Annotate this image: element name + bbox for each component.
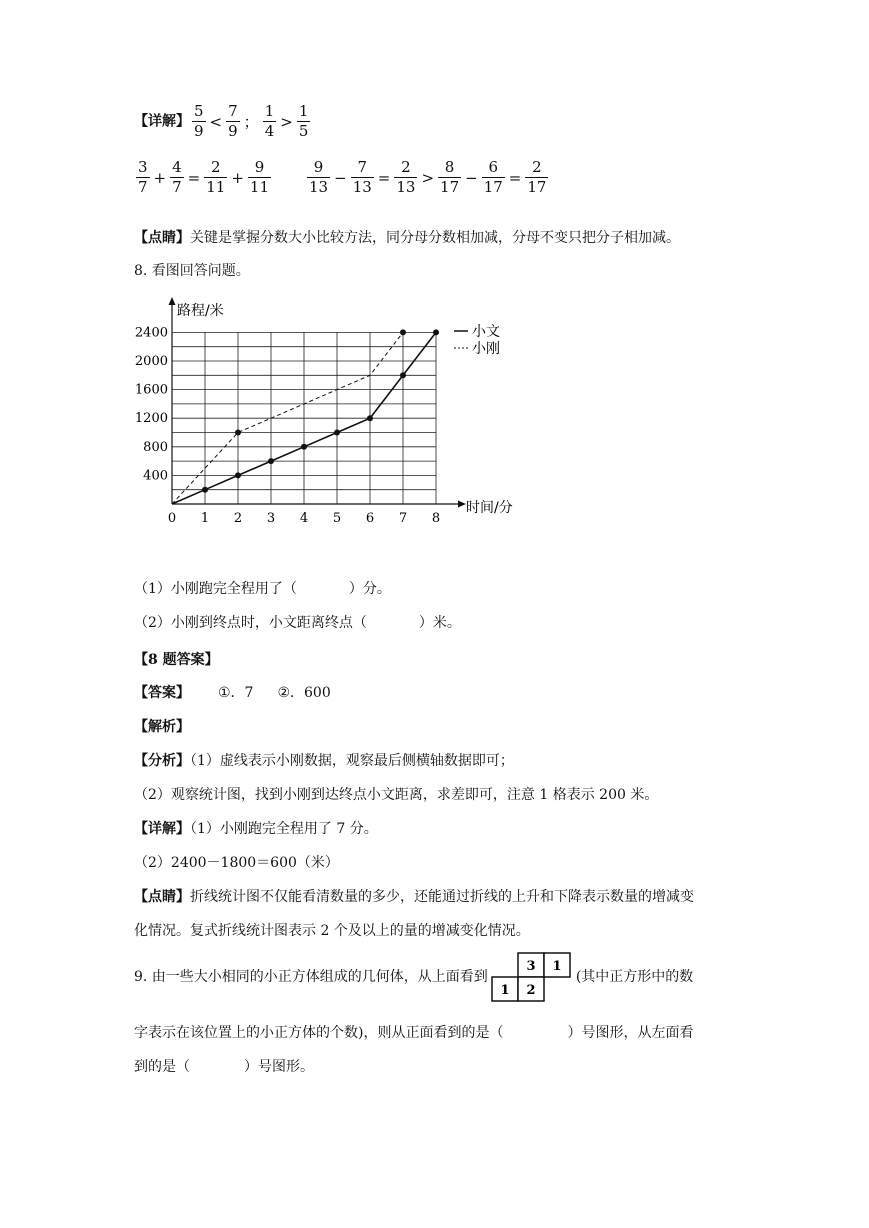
tip-text: 关键是掌握分数大小比较方法，同分母分数相加减，分母不变只把分子相加减。 [190, 230, 680, 246]
question-text: 到的是（ [134, 1059, 190, 1075]
fraction: $\frac{8}{17}$ [440, 158, 460, 196]
x-tick-label: 8 [431, 511, 441, 523]
operator: < [209, 112, 223, 131]
question-text: ）号图形，从左面看 [567, 1025, 694, 1041]
y-tick-label: 400 [143, 468, 168, 484]
analysis-text: （1）虚线表示小刚数据，观察最后侧横轴数据即可； [190, 753, 514, 769]
operator: − [465, 168, 478, 187]
fraction: $\frac{9}{13}$ [309, 158, 329, 196]
fraction: $\frac{1}{4}$ [264, 102, 275, 140]
data-point [268, 458, 274, 464]
tip-line-2: 化情况。复式折线统计图表示 2 个及以上的量的增减变化情况。 [134, 923, 530, 939]
data-point [400, 372, 406, 378]
question-9-line-1 [134, 952, 693, 1002]
separator: ； [243, 113, 259, 131]
x-tick-label: 4 [299, 511, 309, 523]
operator: > [421, 168, 435, 187]
tip-label: 【点睛】 [134, 230, 190, 246]
question-text: 9. 由一些大小相同的小正方体组成的几何体，从上面看到 [134, 969, 488, 985]
grid-cell-number: 1 [500, 983, 510, 998]
x-axis-label: 时间/分 [466, 500, 513, 516]
answer-line [134, 682, 331, 702]
answer-1: ①．7 [218, 685, 254, 701]
operator: > [280, 112, 293, 131]
analysis-line-2: （2）观察统计图，找到小刚到达终点小文距离，求差即可，注意 1 格表示 200 米。 [134, 787, 659, 803]
question-text: （2）小刚到终点时，小文距离终点（ [134, 615, 367, 631]
legend-label: 小刚 [472, 341, 500, 357]
fraction: $\frac{5}{9}$ [194, 102, 204, 140]
x-axis-arrow [458, 501, 466, 508]
fraction: $\frac{6}{17}$ [483, 158, 503, 196]
question-text: ）号图形。 [244, 1059, 314, 1075]
x-tick-label: 5 [332, 511, 342, 523]
chart-series [172, 329, 439, 504]
fraction: $\frac{2}{11}$ [206, 158, 226, 196]
question-8-title: 8. 看图回答问题。 [134, 263, 250, 279]
y-tick-label: 800 [143, 439, 168, 455]
data-point [235, 430, 241, 436]
question-8-1 [134, 578, 391, 598]
grid-cell-number: 3 [526, 959, 536, 974]
data-point [235, 472, 241, 478]
legend-label: 小文 [472, 324, 500, 340]
tip-label: 【点睛】 [134, 889, 190, 905]
operator: = [187, 168, 201, 187]
answer-title: 【8 题答案】 [134, 652, 219, 668]
y-tick-label: 2000 [134, 354, 168, 369]
fraction: $\frac{1}{5}$ [298, 102, 309, 140]
fraction: $\frac{3}{7}$ [138, 158, 148, 196]
question-text: 字表示在该位置上的小正方体的个数)，则从正面看到的是（ [134, 1025, 504, 1041]
answer-2: ②．600 [277, 685, 331, 701]
x-tick-label: 7 [398, 511, 408, 523]
fraction: $\frac{7}{9}$ [228, 102, 238, 140]
y-axis-label: 路程/米 [177, 303, 224, 319]
fraction: $\frac{2}{13}$ [396, 158, 416, 196]
analysis-line-1 [134, 750, 514, 770]
fraction: $\frac{9}{11}$ [249, 158, 270, 196]
chart-axes [169, 297, 467, 508]
data-point [433, 329, 439, 335]
detail-label: 【详解】 [134, 113, 190, 130]
detail-compare-line [134, 104, 312, 139]
operator: + [153, 168, 167, 187]
question-9-line-2 [134, 1022, 693, 1042]
y-axis-arrow [169, 297, 176, 305]
grid-cell-number: 2 [526, 983, 536, 998]
operator: = [508, 168, 522, 187]
analysis-label: 【分析】 [134, 753, 190, 769]
chart-grid [172, 332, 436, 504]
question-8-2 [134, 612, 461, 632]
data-point [334, 430, 340, 436]
y-tick-label: 1600 [134, 382, 168, 398]
operator: = [377, 168, 391, 187]
question-9-line-3 [134, 1056, 314, 1076]
grid-cell-number: 1 [552, 959, 562, 974]
top-view-grid [490, 952, 574, 1002]
equation-line [134, 160, 550, 195]
answer-label: 【答案】 [134, 685, 190, 701]
fraction: $\frac{4}{7}$ [172, 158, 182, 196]
tip-text: 折线统计图不仅能看清数量的多少，还能通过折线的上升和下降表示数量的增减变 [190, 889, 694, 905]
y-tick-label: 2400 [134, 325, 168, 341]
detail-label: 【详解】 [134, 821, 190, 837]
tip-line [134, 227, 680, 247]
question-text: (其中正方形中的数 [575, 969, 694, 985]
x-tick-label: 2 [233, 511, 243, 523]
data-point [202, 487, 208, 493]
data-point [367, 415, 373, 421]
x-tick-label: 0 [167, 511, 177, 523]
x-tick-label: 6 [365, 511, 375, 523]
question-text: ）分。 [348, 581, 391, 597]
operator: − [334, 168, 347, 187]
detail-text: （1）小刚跑完全程用了 7 分。 [190, 821, 378, 837]
question-text: （1）小刚跑完全程用了（ [134, 581, 297, 597]
question-text: ）米。 [418, 615, 461, 631]
line-chart [134, 293, 534, 523]
detail-line-1 [134, 818, 378, 838]
tip-line-1 [134, 886, 694, 906]
x-tick-label: 3 [266, 511, 276, 523]
y-tick-label: 1200 [134, 411, 168, 427]
operator: + [231, 168, 244, 187]
data-point [301, 444, 307, 450]
analysis-title: 【解析】 [134, 719, 190, 735]
fraction: $\frac{2}{17}$ [527, 158, 547, 196]
fraction: $\frac{7}{13}$ [352, 158, 372, 196]
detail-line-2: （2）2400－1800＝600（米） [134, 855, 339, 871]
x-tick-label: 1 [200, 511, 210, 523]
data-point [400, 329, 406, 335]
